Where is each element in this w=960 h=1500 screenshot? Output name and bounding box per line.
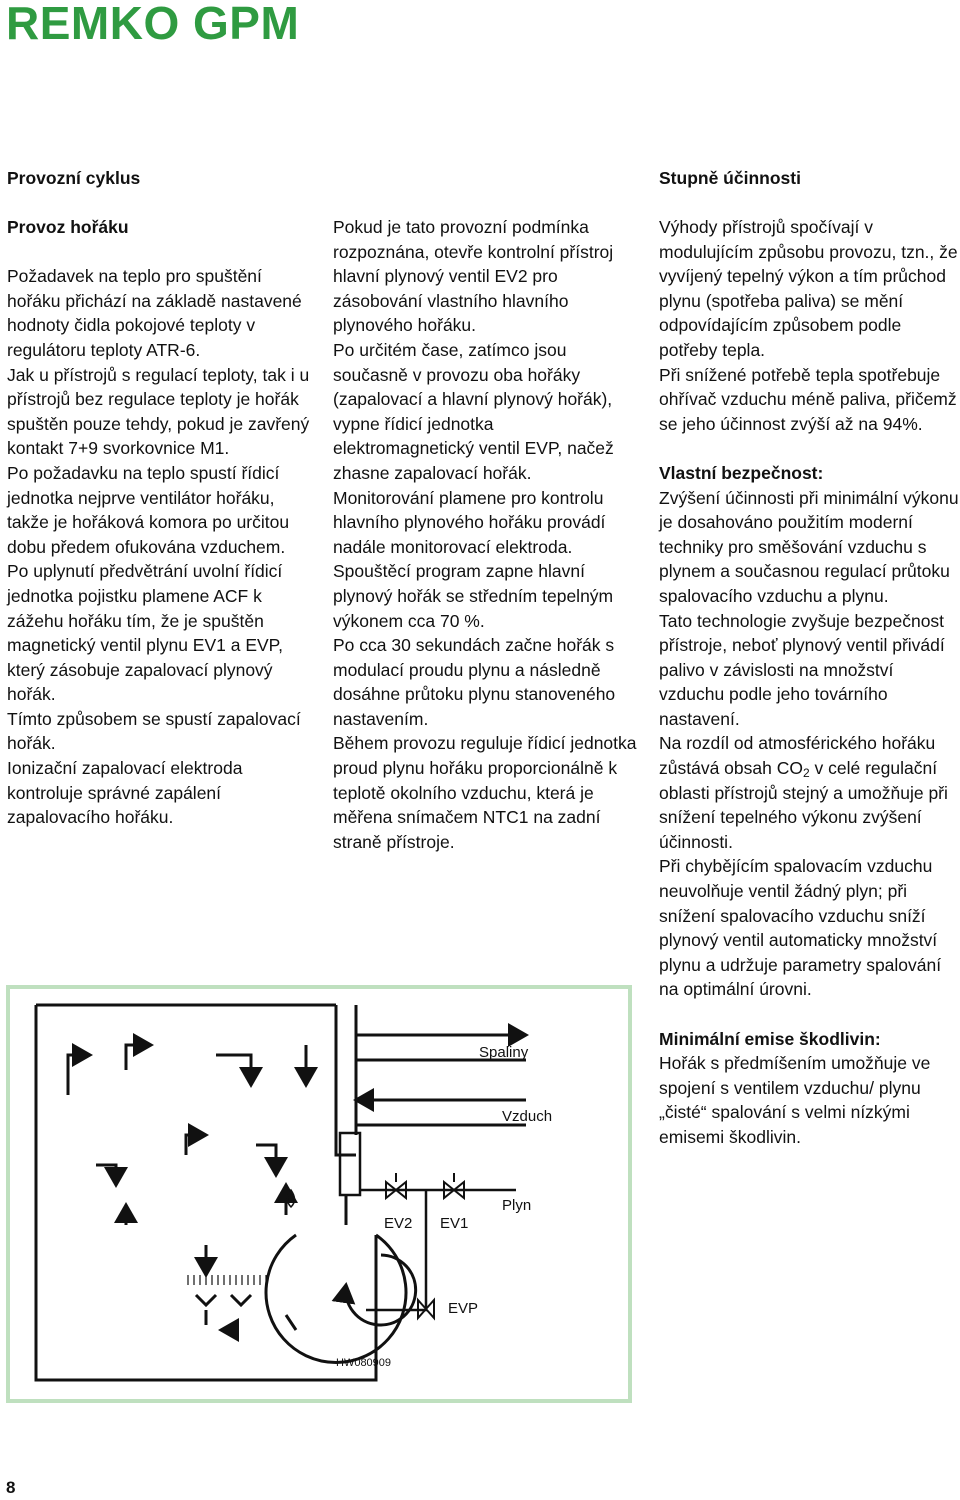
paragraph: Monitorování plamene pro kontrolu hlavního plynového hořáku provádí nadále monitorovací elektroda. xyxy=(333,487,606,557)
paragraph: Výhody přístrojů spočívají v modulujícím způsobu provozu, tzn., že vyvíjený tepelný výkon a tím průchod plynu (spotřeba paliva) se mění odpovídajícím způsobem podle potřeby tepla. xyxy=(659,217,958,360)
fan-coil xyxy=(188,1275,266,1285)
paragraph: Spouštěcí program zapne hlavní plynový hořák se středním tepelným výkonem cca 70 %. xyxy=(333,561,614,631)
column-left xyxy=(7,215,312,830)
airflow-arrows xyxy=(68,1045,306,1275)
burner-schematic xyxy=(6,985,632,1403)
section-title-efficiency: Stupně účinnosti xyxy=(659,168,801,188)
paragraph: Zvýšení účinnosti při minimální výkonu je dosahováno použitím moderní techniky pro směšování vzduchu s plynem a současnou regulací průtoku spalovacího vzduchu a plynu. xyxy=(659,487,959,606)
burner-schematic-svg xyxy=(6,985,632,1403)
label-spaliny: Spaliny xyxy=(479,1044,529,1061)
paragraph: Během provozu reguluje řídicí jednotka proud plynu hořáku proporcionálně k teplotě okolního vzduchu, která je měřena snímačem NTC1 na zadní straně přístroje. xyxy=(333,733,637,852)
mixer-box xyxy=(340,1133,360,1195)
diagram-frame xyxy=(8,987,630,1401)
paragraph: Pokud je tato provozní podmínka rozpoznána, otevře kontrolní přístroj hlavní plynový ventil EV2 pro zásobování vlastního hlavního plynového hořáku. xyxy=(333,217,614,336)
drawing-code: HW080909 xyxy=(336,1357,392,1369)
brand-title: REMKO GPM xyxy=(6,0,300,49)
paragraph: Tato technologie zvyšuje bezpečnost přístroje, neboť plynový ventil přivádí palivo v závislosti na množství vzduchu podle jeho továrního nastavení. xyxy=(659,610,945,729)
label-vzduch: Vzduch xyxy=(502,1108,553,1125)
label-plyn: Plyn xyxy=(502,1197,532,1214)
paragraph-co2: Na rozdíl od atmosférického hořáku zůstává obsah $CO_2$ v celé regulační oblasti přístrojů stejný a umožňuje při snížení tepelného výkonu zvýšení účinnosti. xyxy=(659,733,948,852)
paragraph: Jak u přístrojů s regulací teploty, tak i u přístrojů bez regulace teploty je hořák spuštěn pouze tehdy, pokud je zavřený kontakt 7+9 svorkovnice M1. xyxy=(7,364,310,459)
paragraph: Požadavek na teplo pro spuštění hořáku přichází na základě nastavené hodnoty čidla pokojové teploty v regulátoru teploty ATR-6. xyxy=(7,266,302,360)
subheading-own-safety: Vlastní bezpečnost: xyxy=(659,462,824,483)
paragraph: Při snížené potřebě tepla spotřebuje ohřívač vzduchu méně paliva, přičemž se jeho účinnost zvýší až na 94%. xyxy=(659,364,957,434)
column-middle xyxy=(333,215,638,854)
fan-arrows xyxy=(196,1295,296,1330)
label-evp: EVP xyxy=(448,1300,479,1317)
subheading-burner-operation: Provoz hořáku xyxy=(7,217,129,237)
label-ev2: EV2 xyxy=(384,1215,413,1232)
paragraph: Po uplynutí předvětrání uvolní řídicí jednotka pojistku plamene ACF k zážehu hořáku tím, že je spuštěn magnetický ventil plynu EV1 a EVP, který zásobuje zapalovací plynový hořák. xyxy=(7,561,283,705)
paragraph: Ionizační zapalovací elektroda kontroluje správné zapálení zapalovacího hořáku. xyxy=(7,758,243,828)
paragraph: Při chybějícím spalovacím vzduchu neuvolňuje ventil žádný plyn; při snížení spalovacího vzduchu sníží plynový ventil automaticky množství plynu a udržuje parametry spalování na optimální úrovni. xyxy=(659,856,942,1000)
section-title-operating-cycle: Provozní cyklus xyxy=(7,168,141,188)
paragraph: Tímto způsobem se spustí zapalovací hořák. xyxy=(7,708,301,754)
page-number: 8 xyxy=(6,1478,16,1497)
paragraph: Hořák s předmíšením umožňuje ve spojení s ventilem vzduchu/ plynu „čisté“ spalování s velmi nízkými emisemi škodlivin. xyxy=(659,1053,931,1147)
subheading-min-emissions: Minimální emise škodlivin: xyxy=(659,1028,881,1049)
label-ev1: EV1 xyxy=(440,1215,469,1232)
paragraph: Po určitém čase, zatímco jsou současně v provozu oba hořáky (zapalovací a hlavní plynový hořák), vypne řídicí jednotka elektromagnetický ventil EVP, načež zhasne zapalovací hořák. xyxy=(333,339,614,483)
flame-icon xyxy=(288,1190,295,1207)
paragraph: Po cca 30 sekundách začne hořák s modulací proudu plynu a následně dosáhne průtoku plynu stanoveného nastavením. xyxy=(333,635,616,729)
paragraph: Po požadavku na teplo spustí řídicí jednotka nejprve ventilátor hořáku, takže je hořáková komora po určitou dobu předem ofukována vzduchem. xyxy=(7,462,290,557)
column-right xyxy=(659,215,959,1150)
